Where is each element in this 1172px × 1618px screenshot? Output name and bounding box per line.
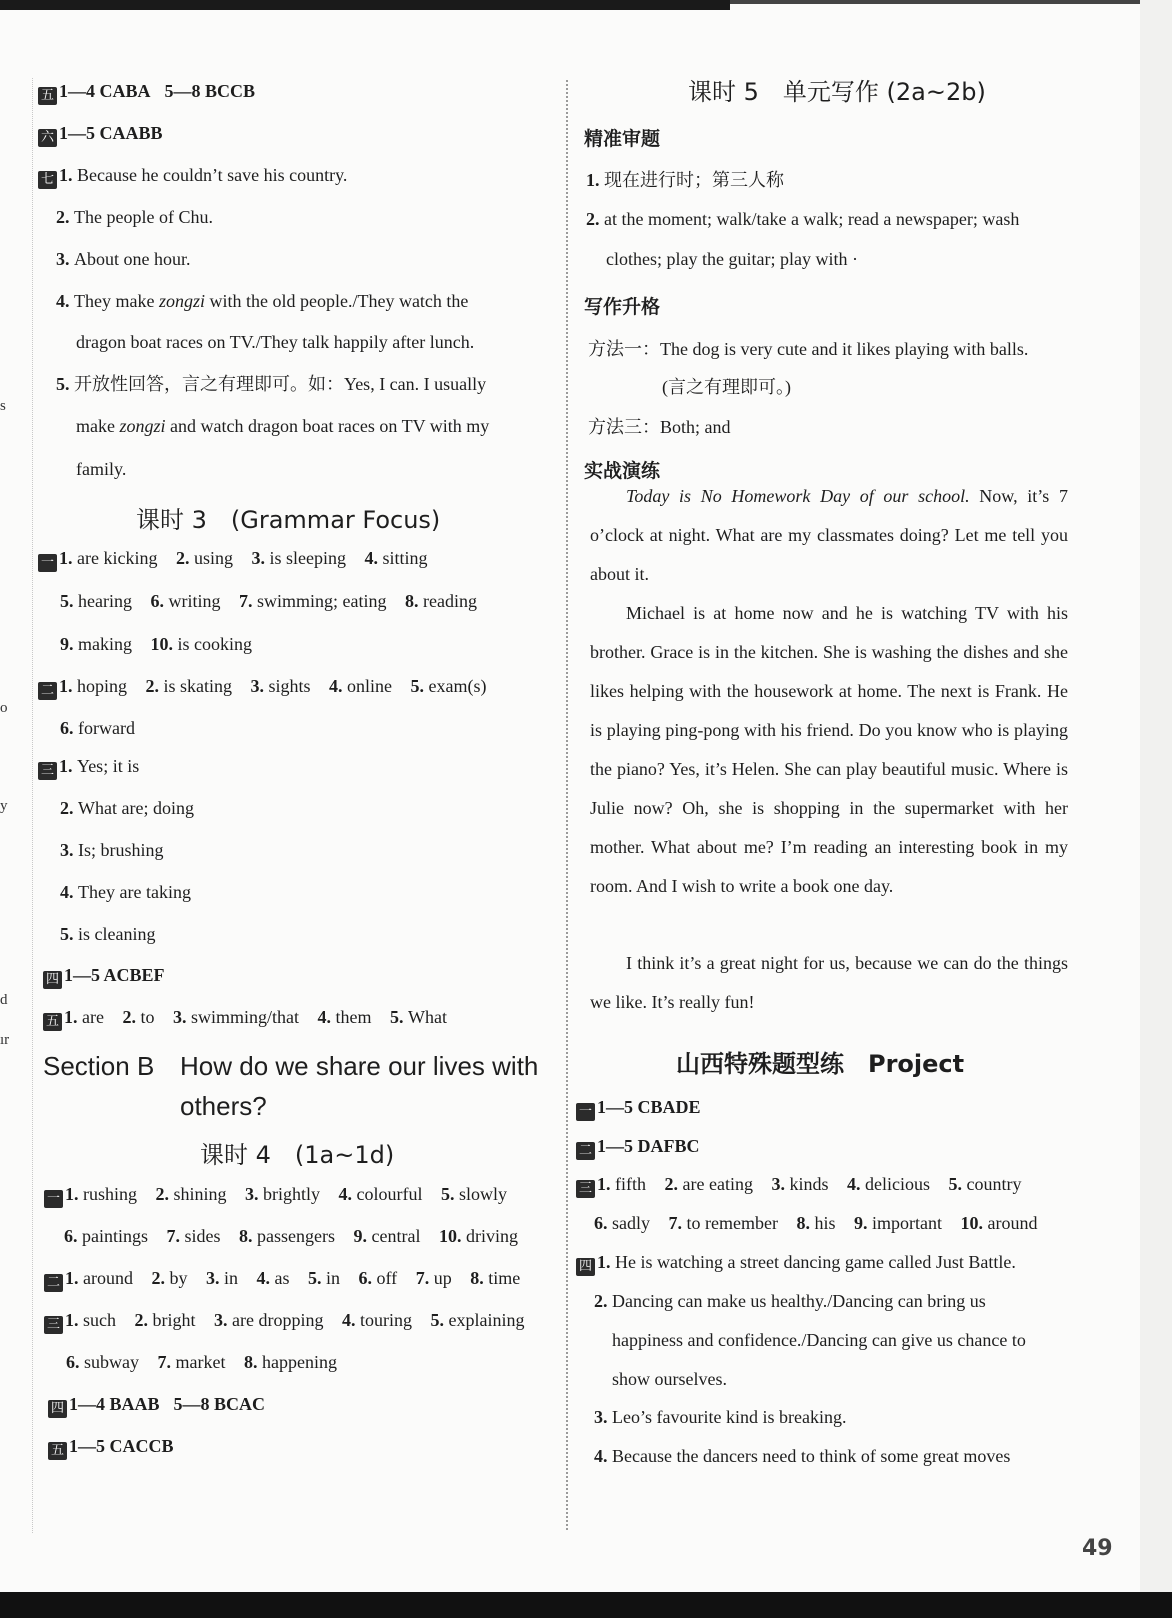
g3-q4: 4. They are taking xyxy=(60,882,191,902)
h2-line: 二 1. around 2. by 3. in 4. as 5. in 6. off 7. up 8. time xyxy=(44,1265,520,1292)
section-marker: 四 xyxy=(43,971,62,989)
section-b-label: Section B xyxy=(43,1051,155,1081)
g3-q5: 5. is cleaning xyxy=(60,924,156,944)
answer-line-5: 五 1—4 CABA 5—8 BCCB xyxy=(38,78,255,105)
answer-7-q5-cont: make zongzi and watch dragon boat races on TV with my xyxy=(76,416,490,436)
p3-line2: 6. sadly 7. to remember 8. his 9. important 10. around xyxy=(594,1213,1038,1233)
essay-paragraph-1: Today is No Homework Day of our school. Now, it’s 7 o’clock at night. What are my classmates doing? Let me tell you about it. xyxy=(590,486,1068,584)
g1-line1: 一 1. are kicking 2. using 3. is sleeping 4. sitting xyxy=(38,545,428,572)
subheading-precise: 精准审题 xyxy=(584,128,661,150)
section-marker: 三 xyxy=(44,1316,63,1334)
answer-7-q4: 4. They make zongzi with the old people./They watch the xyxy=(56,291,469,311)
p2-line: 二 1—5 DAFBC xyxy=(576,1133,700,1160)
g3-q2: 2. What are; doing xyxy=(60,798,194,818)
answer-7-q4-cont: dragon boat races on TV./They talk happily after lunch. xyxy=(76,332,475,352)
p3-line1: 三 1. fifth 2. are eating 3. kinds 4. delicious 5. country xyxy=(576,1171,1021,1198)
g2-line2: 6. forward xyxy=(60,718,135,738)
g1-line2: 5. hearing 6. writing 7. swimming; eating 8. reading xyxy=(60,591,477,611)
essay-paragraph-3: I think it’s a great night for us, because we can do the things we like. It’s really fun! xyxy=(590,953,1068,1012)
g4-line: 四 1—5 ACBEF xyxy=(43,962,165,989)
section-b-title: How do we share our lives with others? xyxy=(180,1051,539,1121)
edge-letter: d xyxy=(0,992,8,1008)
g2-line1: 二 1. hoping 2. is skating 3. sights 4. online 5. exam(s) xyxy=(38,673,487,700)
section-marker: 五 xyxy=(43,1013,62,1031)
section-marker: 四 xyxy=(576,1258,595,1276)
h4-line: 四 1—4 BAAB 5—8 BCAC xyxy=(48,1391,265,1418)
essay-paragraph-2: Michael is at home now and he is watching TV with his brother. Grace is in the kitchen. She is washing the dishes and she likes helping with the housework at home. The next is Frank. He is playing ping-pong with his friend. Do you know who is playing the piano? Yes, it’s Helen. She can play beautiful music. Where is Julie now? Oh, she is shopping in the supermarket with her mother. What about me? I’m reading an interesting book in my room. And I wish to write a book one day. xyxy=(590,603,1068,896)
section-marker: 二 xyxy=(44,1274,63,1292)
section-marker: 七 xyxy=(38,171,57,189)
section-marker: 二 xyxy=(38,682,57,700)
h1-line2: 6. paintings 7. sides 8. passengers 9. central 10. driving xyxy=(64,1226,518,1246)
method1: 方法一：The dog is very cute and it likes playing with balls. xyxy=(588,339,1029,359)
answer-7-q2: 2. The people of Chu. xyxy=(56,207,213,227)
section-marker: 二 xyxy=(576,1142,595,1160)
bottom-edge-bar xyxy=(0,1592,1172,1618)
p4-q3: 3. Leo’s favourite kind is breaking. xyxy=(594,1407,847,1427)
g3-q3: 3. Is; brushing xyxy=(60,840,164,860)
r-q2: 2. at the moment; walk/take a walk; read a newspaper; wash xyxy=(586,209,1020,229)
lesson4-title: 课时 4 (1a~1d) xyxy=(200,1141,395,1169)
edge-letter: y xyxy=(0,798,8,814)
top-edge-bar-thin xyxy=(730,0,1172,4)
lesson3-title: 课时 3 (Grammar Focus) xyxy=(136,506,441,534)
p1-line: 一 1—5 CBADE xyxy=(576,1094,701,1121)
p4-q1: 四 1. He is watching a street dancing game called Just Battle. xyxy=(576,1249,1016,1276)
edge-letter: s xyxy=(0,398,6,414)
g1-line3: 9. making 10. is cooking xyxy=(60,634,252,654)
page-gutter-shade xyxy=(1140,0,1172,1592)
left-margin-line xyxy=(32,78,33,1533)
h3-line1: 三 1. such 2. bright 3. are dropping 4. touring 5. explaining xyxy=(44,1307,524,1334)
r-q1: 1. 现在进行时；第三人称 xyxy=(586,170,784,190)
section-marker: 一 xyxy=(38,554,57,572)
h1-line1: 一 1. rushing 2. shining 3. brightly 4. colourful 5. slowly xyxy=(44,1181,507,1208)
edge-letter: o xyxy=(0,700,8,716)
lesson5-title: 课时 5 单元写作 (2a~2b) xyxy=(688,78,986,106)
project-title: 山西特殊题型练 Project xyxy=(676,1050,965,1078)
top-edge-bar xyxy=(0,0,730,10)
answer-7-q3: 3. About one hour. xyxy=(56,249,191,269)
answer-7-q1: 七 1. Because he couldn’t save his country. xyxy=(38,162,347,189)
section-marker: 五 xyxy=(48,1442,67,1460)
g5-line: 五 1. are 2. to 3. swimming/that 4. them 5. What xyxy=(43,1004,447,1031)
page-number: 49 xyxy=(1082,1536,1113,1561)
section-marker: 一 xyxy=(44,1190,63,1208)
g3-q1: 三 1. Yes; it is xyxy=(38,753,139,780)
p4-q2: 2. Dancing can make us healthy./Dancing can bring us xyxy=(594,1291,986,1311)
section-marker: 三 xyxy=(38,762,57,780)
column-divider xyxy=(566,80,568,1530)
section-marker: 六 xyxy=(38,129,57,147)
section-marker: 三 xyxy=(576,1180,595,1198)
section-marker: 一 xyxy=(576,1103,595,1121)
subheading-upgrade: 写作升格 xyxy=(584,296,661,318)
answer-line-6: 六 1—5 CAABB xyxy=(38,120,163,147)
answer-7-q5: 5. 开放性回答，言之有理即可。如：Yes, I can. I usually xyxy=(56,374,487,394)
edge-letter: ır xyxy=(0,1032,10,1048)
h5-line: 五 1—5 CACCB xyxy=(48,1433,174,1460)
answer-7-q5-end: family. xyxy=(76,459,127,479)
h3-line2: 6. subway 7. market 8. happening xyxy=(66,1352,337,1372)
section-marker: 四 xyxy=(48,1400,67,1418)
method1-note: (言之有理即可。) xyxy=(662,377,791,397)
section-marker: 五 xyxy=(38,87,57,105)
method3: 方法三：Both; and xyxy=(588,417,731,437)
p4-q2-cont: happiness and confidence./Dancing can give us chance to xyxy=(612,1330,1026,1350)
r-q2-cont: clothes; play the guitar; play with · xyxy=(606,249,858,269)
p4-q2-end: show ourselves. xyxy=(612,1369,727,1389)
p4-q4: 4. Because the dancers need to think of some great moves xyxy=(594,1446,1011,1466)
subheading-practice: 实战演练 xyxy=(584,460,661,482)
